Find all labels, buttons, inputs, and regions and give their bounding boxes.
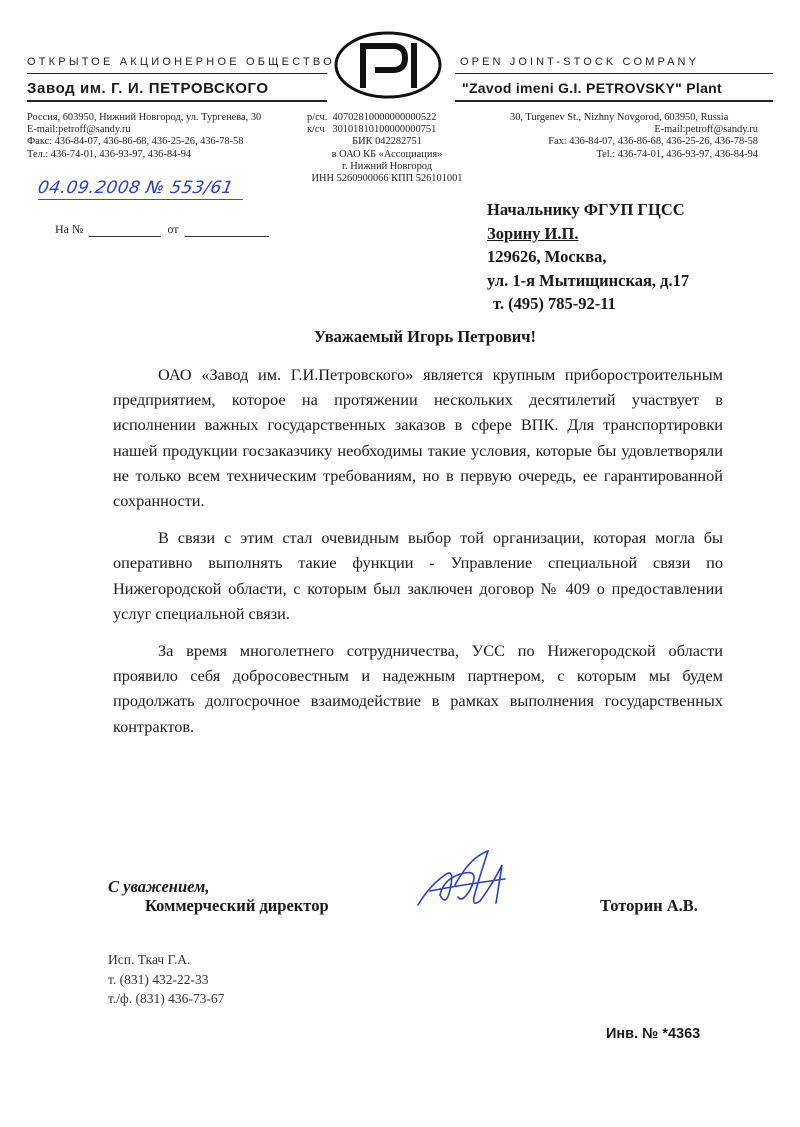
body-paragraph: В связи с этим стал очевидным выбор той организации, которая могла бы оперативно выполнять такие функции - Управление специальной связи по Нижегородской области, с которым был заключен договор № 409 о предоставлении услуг специальной связи. (113, 528, 723, 623)
regards: С уважением, (108, 877, 210, 896)
bank-details (307, 112, 467, 185)
company-name-ru: Завод им. Г. И. ПЕТРОВСКОГО (27, 80, 269, 97)
bank-name: в ОАО КБ «Ассоциация» (331, 148, 443, 160)
handwritten-signature-icon (410, 845, 520, 925)
addressee-line: т. (495) 785-92-11 (493, 294, 616, 313)
inventory-number: Инв. № *4363 (606, 1026, 701, 1042)
addressee-block (487, 198, 689, 316)
registration-underline (38, 199, 243, 200)
rs-label: р/сч. (307, 112, 328, 123)
signer-title: Коммерческий директор (145, 896, 329, 915)
contact-line: Fax: 436-84-07, 436-86-68, 436-25-26, 436-78-58 (548, 136, 758, 148)
executor-phone: т. (831) 432-22-33 (108, 971, 209, 987)
body-paragraph: ОАО «Завод им. Г.И.Петровского» является крупным приборостроительным предприятием, которое на протяжении нескольких десятилетий участвует в исполнении важных государственных заказов в сфере ВПК. Для транспортировки нашей продукции госзаказчику необходимы такие условия, которые бы удовлетворяли не только всем техническим требованиям, но в первую очередь, ее гарантированной сохранности. (113, 365, 723, 511)
salutation-text: Уважаемый Игорь Петрович! (313, 327, 537, 346)
body-paragraph: За время многолетнего сотрудничества, УСС по Нижегородской области проявило себя добросовестным и надежным партнером, с которым мы будем продолжать долгосрочное взаимодействие в рамках выполнения государственных контрактов. (113, 641, 723, 736)
addressee-line: Начальнику ФГУП ГЦСС (487, 200, 685, 219)
header-rule-right (455, 100, 773, 102)
ks-value: 30101810100000000751 (332, 124, 437, 136)
header-rule-top-left (27, 73, 327, 74)
rs-value: 40702810000000000522 (332, 112, 437, 123)
org-type-ru: ОТКРЫТОЕ АКЦИОНЕРНОЕ ОБЩЕСТВО (27, 56, 335, 68)
na-label: На № (55, 222, 84, 236)
addressee-name: Зорину И.П. (487, 223, 579, 243)
pi-logo-icon (333, 30, 443, 100)
executor-fax: т./ф. (831) 436-73-67 (108, 991, 225, 1006)
org-type-en: OPEN JOINT-STOCK COMPANY (460, 56, 700, 68)
na-blank (89, 226, 161, 237)
salutation (0, 327, 800, 347)
executor-block (108, 950, 224, 1009)
reference-line (55, 222, 269, 237)
ks-label: к/сч (307, 124, 325, 136)
contacts-left (27, 112, 261, 161)
company-name-en: "Zavod imeni G.I. PETROVSKY" Plant (462, 80, 722, 96)
contact-line: 30, Turgenev St., Nizhny Novgorod, 603950, Russia (510, 112, 729, 123)
contact-line: Россия, 603950, Нижний Новгород, ул. Тургенева, 30 (27, 112, 262, 123)
contact-line: E-mail:petroff@sandy.ru (654, 124, 758, 136)
header-rule-left (27, 100, 327, 102)
contact-line: Факс: 436-84-07, 436-86-68, 436-25-26, 436-78-58 (27, 136, 244, 148)
contact-line: E-mail:petroff@sandy.ru (27, 124, 131, 136)
contact-line: Тел.: 436-74-01, 436-93-97, 436-84-94 (27, 148, 192, 160)
contacts-right (510, 112, 758, 161)
contact-line: Tel.: 436-74-01, 436-93-97, 436-84-94 (596, 148, 758, 160)
registration-number: 04.09.2008 № 553/61 (36, 178, 235, 198)
addressee-line: ул. 1-я Мытищинская, д.17 (487, 270, 690, 290)
ot-blank (185, 226, 269, 237)
inn-kpp: ИНН 5260900066 КПП 526101001 (311, 173, 463, 185)
executor-name: Исп. Ткач Г.А. (108, 952, 191, 967)
signer-name: Тоторин А.В. (600, 896, 698, 915)
header-rule-top-right (455, 73, 773, 74)
bik: БИК 042282751 (352, 136, 422, 148)
letter-body (113, 362, 723, 739)
bank-city: г. Нижний Новгород (342, 160, 432, 172)
addressee-line: 129626, Москва, (487, 247, 607, 266)
ot-label: от (167, 222, 179, 236)
